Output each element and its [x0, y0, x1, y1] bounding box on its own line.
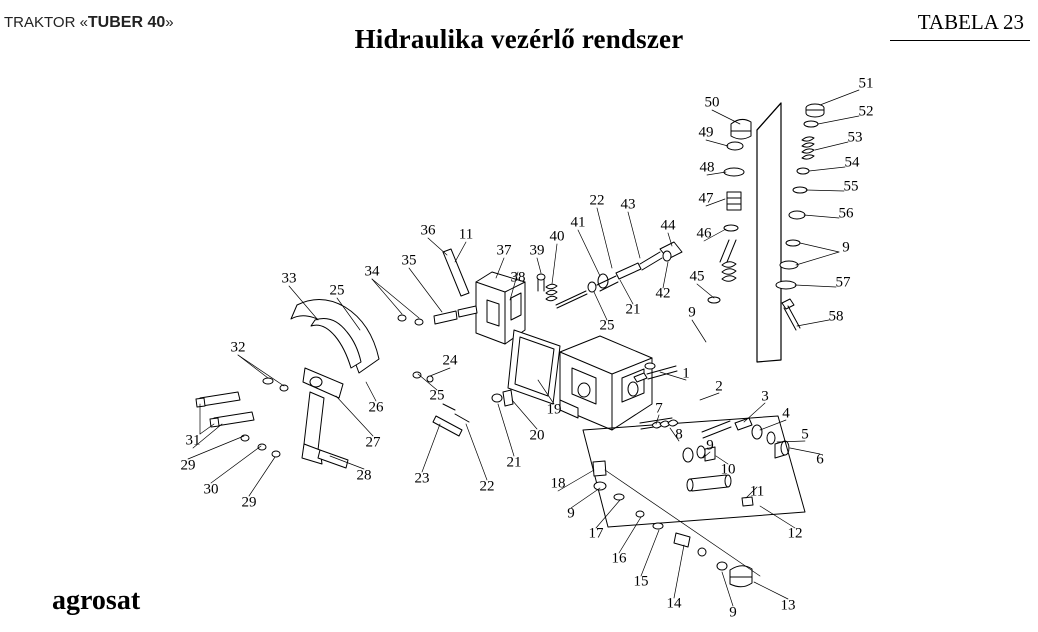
part-number-callout: 15 [633, 573, 649, 590]
part-number-callout: 50 [704, 94, 720, 111]
part-number-callout: 21 [506, 454, 522, 471]
upper-left-rod [443, 249, 469, 296]
part-number-callout: 26 [368, 399, 384, 416]
part-number-callout: 25 [429, 387, 445, 404]
bottom-fastener-chain [593, 461, 760, 587]
part-number-callout: 39 [529, 242, 545, 259]
part-number-callout: 35 [401, 252, 417, 269]
part-number-callout: 29 [241, 494, 257, 511]
part-number-callout: 25 [599, 317, 615, 334]
tractor-model: TUBER 40 [87, 14, 166, 31]
part-number-callout: 52 [858, 103, 874, 120]
part-number-callout: 20 [529, 427, 545, 444]
part-number-callout: 4 [782, 405, 790, 422]
part-number-callout: 17 [588, 525, 604, 542]
mounting-plate [757, 103, 781, 362]
lower-shaft-assembly [640, 418, 753, 506]
part-number-callout: 57 [835, 274, 851, 291]
part-number-callout: 11 [458, 226, 474, 243]
part-number-callout: 22 [479, 478, 495, 495]
part-number-callout: 36 [420, 222, 436, 239]
part-number-callout: 22 [589, 192, 605, 209]
part-number-callout: 10 [720, 461, 736, 478]
part-number-callout: 43 [620, 196, 636, 213]
part-number-callout: 23 [414, 470, 430, 487]
tractor-suffix: » [165, 14, 174, 31]
tractor-prefix: TRAKTOR « [4, 14, 88, 31]
fastener-stack-right [776, 104, 824, 330]
part-number-callout: 42 [655, 285, 671, 302]
part-number-callout: 18 [550, 475, 566, 492]
part-number-callout: 48 [699, 159, 715, 176]
part-number-callout: 47 [698, 190, 714, 207]
part-number-callout: 28 [356, 467, 372, 484]
part-number-callout: 6 [816, 451, 824, 468]
part-number-callout: 53 [847, 129, 863, 146]
part-number-callout: 49 [698, 124, 714, 141]
table-number-label: TABELA 23 [917, 10, 1024, 34]
part-number-callout: 37 [496, 242, 512, 259]
left-bolts [196, 378, 288, 457]
part-number-callout: 56 [838, 205, 854, 222]
part-number-callout: 32 [230, 339, 246, 356]
part-number-callout: 9 [729, 604, 737, 621]
brand-logo: agrosat [52, 585, 141, 616]
part-number-callout: 5 [801, 426, 809, 443]
part-number-callout: 58 [828, 308, 844, 325]
page-title: Hidraulika vezérlő rendszer [354, 24, 684, 54]
valve-stem-stack [708, 119, 751, 303]
part-number-callout: 12 [787, 525, 803, 542]
part-number-callout: 38 [510, 269, 526, 286]
part-number-callout: 13 [780, 597, 796, 614]
part-number-callout: 3 [761, 388, 769, 405]
part-number-callout: 55 [843, 178, 859, 195]
part-number-callout: 30 [203, 481, 219, 498]
part-number-callout: 46 [696, 225, 712, 242]
part-number-callout: 34 [364, 263, 380, 280]
part-number-callout: 1 [682, 365, 690, 382]
part-number-callout: 2 [715, 378, 723, 395]
part-number-callout: 11 [749, 483, 765, 500]
part-number-callout: 8 [675, 426, 683, 443]
part-number-callout: 9 [706, 437, 714, 454]
part-number-callout: 54 [844, 154, 860, 171]
part-number-callout: 24 [442, 352, 458, 369]
part-number-callout: 9 [842, 239, 850, 256]
valve-body-main [560, 336, 652, 430]
part-number-callout: 9 [567, 505, 575, 522]
part-number-callout: 19 [546, 401, 562, 418]
part-number-callout: 9 [688, 304, 696, 321]
part-number-callout: 51 [858, 75, 874, 92]
part-number-callout: 27 [365, 434, 381, 451]
part-number-callout: 25 [329, 282, 345, 299]
pin-row [398, 306, 477, 382]
part-number-callout: 44 [660, 217, 676, 234]
part-number-callout: 40 [549, 228, 565, 245]
part-number-callout: 14 [666, 595, 682, 612]
part-number-callout: 7 [655, 400, 663, 417]
part-number-callout: 21 [625, 301, 641, 318]
part-number-callout: 33 [281, 270, 297, 287]
part-number-callout: 29 [180, 457, 196, 474]
part-number-callout: 41 [570, 214, 586, 231]
part-number-callout: 31 [185, 432, 201, 449]
part-number-callout: 45 [689, 268, 705, 285]
part-number-callout: 16 [611, 550, 627, 567]
gasket [508, 330, 560, 404]
